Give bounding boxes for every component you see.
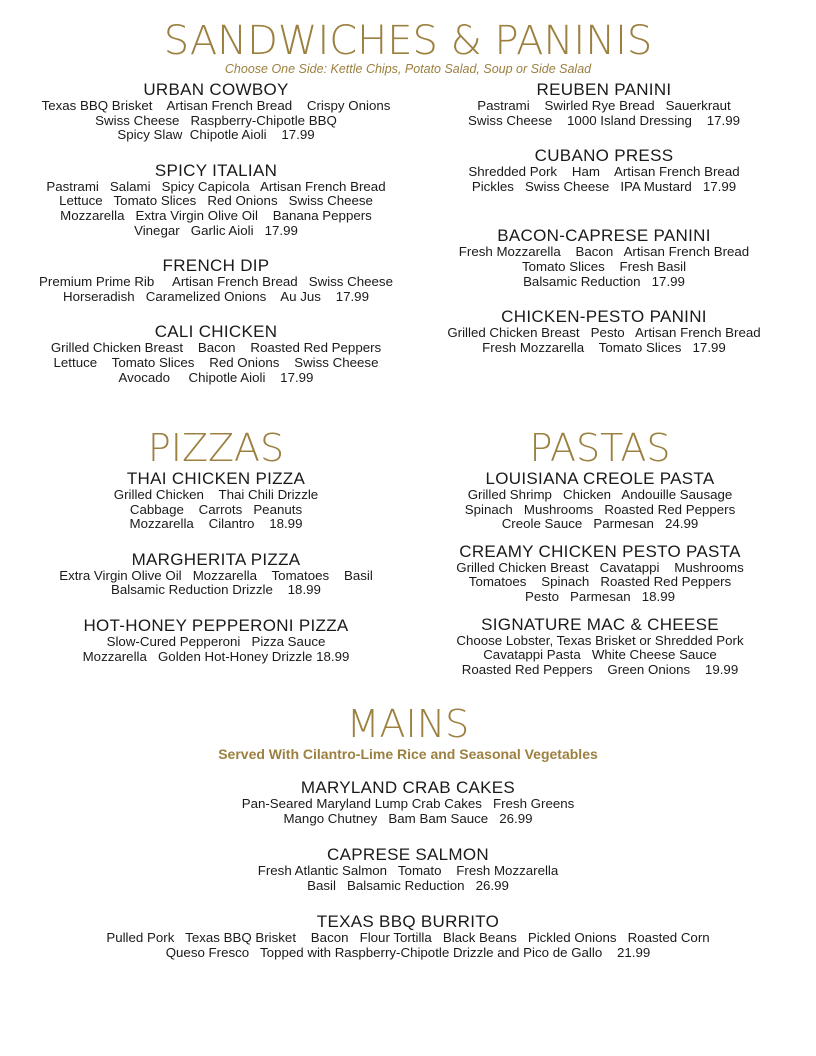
menu-item-maryland-crab-cakes (0, 779, 816, 826)
item-desc-line: Mozzarella Extra Virgin Olive Oil Banana Peppers (60, 207, 372, 223)
item-name: CREAMY CHICKEN PESTO PASTA (459, 541, 741, 561)
item-name: REUBEN PANINI (536, 80, 672, 99)
item-desc-line: Pan-Seared Maryland Lump Crab Cakes Fresh Greens (241, 796, 575, 811)
item-desc-line: Spinach Mushrooms Roasted Red Peppers (464, 501, 736, 517)
item-name: CHICKEN-PESTO PANINI (501, 307, 707, 327)
item-desc-line: Grilled Chicken Breast Bacon Roasted Red Peppers (50, 340, 382, 356)
item-desc-line: Pesto Parmesan 18.99 (524, 588, 676, 604)
menu-item-louisiana-creole-pasta (404, 470, 796, 532)
item-desc-line: Slow-Cured Pepperoni Pizza Sauce (106, 633, 326, 649)
item-desc-line: Pastrami Salami Spicy Capicola Artisan French Bread (46, 178, 386, 194)
item-desc-line: Avocado Chipotle Aioli 17.99 (118, 369, 314, 385)
item-desc-line: Swiss Cheese Raspberry-Chipotle BBQ (95, 112, 337, 128)
menu-item-french-dip (8, 257, 424, 304)
item-name: CAPRESE SALMON (327, 845, 489, 865)
mains-title: MAINS (346, 702, 470, 746)
item-desc-line: Grilled Chicken Breast Pesto Artisan French Bread (447, 325, 761, 341)
item-desc-line: Grilled Shrimp Chicken Andouille Sausage (467, 487, 733, 502)
item-desc-line: Swiss Cheese 1000 Island Dressing 17.99 (468, 112, 740, 128)
item-desc-line: Fresh Mozzarella Bacon Artisan French Bread (458, 244, 750, 260)
menu-item-cali-chicken (8, 323, 424, 385)
item-desc-line: Texas BBQ Brisket Artisan French Bread Crispy Onions (41, 98, 391, 113)
menu-item-chicken-pesto-panini (412, 308, 796, 355)
item-desc-line: Lettuce Tomato Slices Red Onions Swiss Cheese (59, 193, 373, 209)
sandwiches-right-column (412, 81, 796, 355)
pastas-title: PASTAS (529, 426, 671, 470)
menu-item-texas-bbq-burrito (0, 913, 816, 960)
item-desc-line: Roasted Red Peppers Green Onions 19.99 (461, 661, 739, 677)
menu-item-bacon-caprese-panini (412, 227, 796, 289)
menu-item-thai-chicken-pizza (8, 470, 424, 532)
item-name: SPICY ITALIAN (154, 160, 278, 180)
item-desc-line: Queso Fresco Topped with Raspberry-Chipotle Drizzle and Pico de Gallo 21.99 (165, 944, 651, 960)
item-name: FRENCH DIP (162, 256, 270, 276)
item-desc-line: Creole Sauce Parmesan 24.99 (501, 516, 699, 532)
menu-item-caprese-salmon (0, 846, 816, 893)
item-desc-line: Pickles Swiss Cheese IPA Mustard 17.99 (471, 178, 737, 194)
item-name: HOT-HONEY PEPPERONI PIZZA (83, 615, 349, 635)
menu-item-margherita-pizza (8, 551, 424, 598)
sandwiches-left-column (8, 81, 424, 385)
pastas-section (404, 428, 796, 677)
mains-section (0, 704, 816, 961)
item-desc-line: Shredded Pork Ham Artisan French Bread (468, 164, 740, 180)
item-name: CALI CHICKEN (154, 322, 278, 342)
menu-item-spicy-italian (8, 162, 424, 238)
item-desc-line: Fresh Atlantic Salmon Tomato Fresh Mozzarella (257, 863, 559, 879)
item-desc-line: Mozzarella Golden Hot-Honey Drizzle 18.99 (82, 648, 350, 664)
item-name: MARGHERITA PIZZA (131, 549, 301, 569)
item-desc-line: Grilled Chicken Breast Cavatappi Mushrooms (456, 559, 744, 575)
item-desc-line: Mango Chutney Bam Bam Sauce 26.99 (283, 810, 533, 826)
item-desc-line: Basil Balsamic Reduction 26.99 (307, 877, 509, 893)
item-desc-line: Fresh Mozzarella Tomato Slices 17.99 (482, 339, 726, 355)
item-desc-line: Tomatoes Spinach Roasted Red Peppers (468, 574, 732, 590)
item-desc-line: Balsamic Reduction Drizzle 18.99 (111, 582, 321, 598)
item-desc-line: Cavatappi Pasta White Cheese Sauce (483, 647, 717, 663)
item-desc-line: Mozzarella Cilantro 18.99 (129, 516, 303, 532)
item-desc-line: Balsamic Reduction 17.99 (523, 273, 685, 289)
item-desc-line: Horseradish Caramelized Onions Au Jus 17.99 (63, 288, 369, 304)
pizzas-title: PIZZAS (147, 426, 285, 470)
pizzas-section (8, 428, 424, 664)
menu-item-reuben-panini (412, 81, 796, 128)
item-name: CUBANO PRESS (534, 146, 674, 166)
item-desc-line: Cabbage Carrots Peanuts (129, 501, 303, 517)
item-name: THAI CHICKEN PIZZA (126, 469, 306, 488)
mains-subtitle: Served With Cilantro-Lime Rice and Seasonal Vegetables (218, 746, 598, 762)
item-desc-line: Tomato Slices Fresh Basil (521, 258, 687, 274)
menu-item-urban-cowboy (8, 81, 424, 143)
item-desc-line: Grilled Chicken Thai Chili Drizzle (113, 487, 319, 502)
item-desc-line: Premium Prime Rib Artisan French Bread Swiss Cheese (39, 274, 393, 290)
menu-item-cubano-press (412, 147, 796, 194)
sandwiches-header (0, 20, 816, 76)
item-desc-line: Pulled Pork Texas BBQ Brisket Bacon Flour Tortilla Black Beans Pickled Onions Roasted Corn (106, 930, 710, 946)
sandwiches-subtitle: Choose One Side: Kettle Chips, Potato Salad, Soup or Side Salad (224, 62, 592, 76)
item-desc-line: Extra Virgin Olive Oil Mozzarella Tomatoes Basil (59, 567, 373, 583)
item-desc-line: Lettuce Tomato Slices Red Onions Swiss Cheese (53, 354, 379, 370)
menu-item-signature-mac-cheese (404, 616, 796, 678)
sandwiches-title: SANDWICHES & PANINIS (163, 18, 653, 64)
item-desc-line: Vinegar Garlic Aioli 17.99 (134, 222, 298, 238)
menu-item-creamy-chicken-pesto-pasta (404, 543, 796, 605)
item-name: BACON-CAPRESE PANINI (497, 226, 711, 246)
item-name: SIGNATURE MAC & CHEESE (481, 614, 719, 634)
item-desc-line: Pastrami Swirled Rye Bread Sauerkraut (477, 98, 731, 113)
item-name: URBAN COWBOY (143, 80, 289, 99)
item-name: TEXAS BBQ BURRITO (316, 912, 500, 932)
item-desc-line: Spicy Slaw Chipotle Aioli 17.99 (117, 127, 315, 143)
item-name: MARYLAND CRAB CAKES (300, 778, 516, 797)
item-desc-line: Choose Lobster, Texas Brisket or Shredded Pork (456, 632, 744, 648)
menu-item-hot-honey-pepperoni-pizza (8, 617, 424, 664)
item-name: LOUISIANA CREOLE PASTA (485, 469, 715, 488)
